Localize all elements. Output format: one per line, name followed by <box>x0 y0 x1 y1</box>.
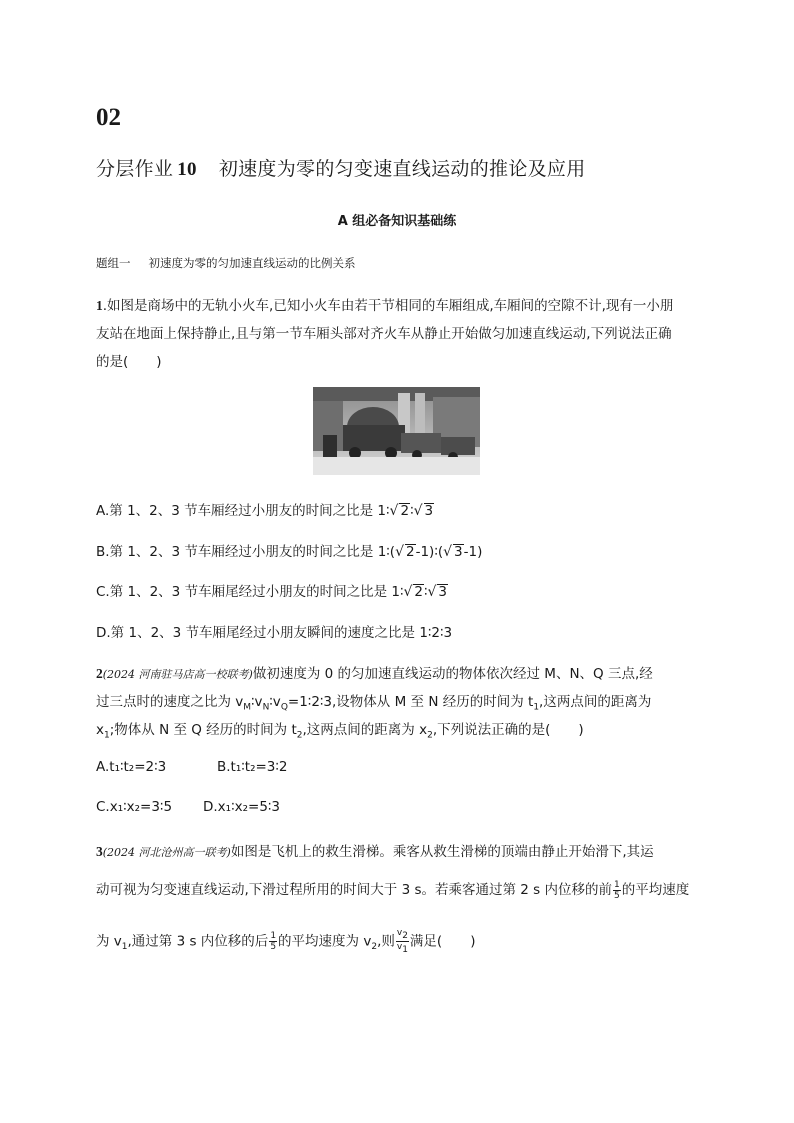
chapter-number: 02 <box>96 104 121 131</box>
q1-option-b[interactable]: B.第 1、2、3 节车厢经过小朋友的时间之比是 1∶(√ 2-1)∶(√ 3-1) <box>96 544 483 560</box>
topic-label: 题组一 <box>96 256 131 270</box>
assignment-number: 10 <box>177 159 197 180</box>
q2-option-d[interactable]: D.x₁∶x₂=5∶3 <box>203 799 281 815</box>
q1-line-2: 友站在地面上保持静止,且与第一节车厢头部对齐火车从静止开始做匀加速直线运动,下列说法正确 <box>96 326 672 342</box>
q1-option-d[interactable]: D.第 1、2、3 节车厢尾经过小朋友瞬间的速度之比是 1∶2∶3 <box>96 625 453 641</box>
assignment-topic: 初速度为零的匀变速直线运动的推论及应用 <box>218 158 586 180</box>
q1-line-1: 1.如图是商场中的无轨小火车,已知小火车由若干节相同的车厢组成,车厢间的空隙不计,现有一小朋 <box>96 298 674 314</box>
topic-heading <box>96 255 356 271</box>
q1-number: 1 <box>96 298 103 313</box>
group-heading: A 组必备知识基础练 <box>337 214 457 229</box>
q2-source: (2024 河南驻马店高一校联考) <box>102 668 253 681</box>
mall-train-photo <box>313 387 480 475</box>
q2-option-b[interactable]: B.t₁∶t₂=3∶2 <box>217 759 288 775</box>
q3-source: (2024 河北沧州高一联考) <box>102 846 231 859</box>
assignment-prefix: 分层作业 <box>96 158 174 180</box>
q2-number: 2 <box>96 666 103 681</box>
fraction-one-fifth: $\frac{1}{5}$ <box>270 930 277 952</box>
q3-line-1: 3(2024 河北沧州高一联考)如图是飞机上的救生滑梯。乘客从救生滑梯的顶端由静止开始滑下,其运 <box>96 844 654 860</box>
q3-number: 3 <box>96 844 103 859</box>
q2-line-1: 2(2024 河南驻马店高一校联考)做初速度为 0 的匀加速直线运动的物体依次经过 M、N、Q 三点,经 <box>96 666 653 682</box>
fraction-one-fifth: $\frac{1}{5}$ <box>614 879 620 901</box>
q1-option-c[interactable]: C.第 1、2、3 节车厢尾经过小朋友的时间之比是 1∶√ 2∶√ 3 <box>96 584 448 600</box>
q2-option-a[interactable]: A.t₁∶t₂=2∶3 <box>96 759 167 775</box>
q1-line-3: 的是( ) <box>96 354 162 370</box>
q2-line-3: $x_1$;物体从 N 至 Q 经历的时间为 $t_2$,这两点间的距离为 $x_2$,下列说法正确的是( ) <box>96 722 584 741</box>
q2-line-2: 过三点时的速度之比为 $v_M∶v_N∶v_Q=1∶2∶3$,设物体从 M 至 N 经历的时间为 $t_1$,这两点间的距离为 <box>96 694 652 713</box>
q2-option-c[interactable]: C.x₁∶x₂=3∶5 <box>96 799 173 815</box>
topic-text: 初速度为零的匀加速直线运动的比例关系 <box>148 256 356 270</box>
q3-line-2: 动可视为匀变速直线运动,下滑过程所用的时间大于 3 s。若乘客通过第 2 s 内位移的前 $\frac{1}{5}$ 的平均速度 <box>96 879 690 901</box>
q3-line-3: 为 $v_1$,通过第 3 s 内位移的后 $\frac{1}{5}$ 的平均速度为 $v_2$,则 $\frac{v_2}{v_1}$ 满足( ) <box>96 928 476 955</box>
fraction-v2-over-v1: $\frac{v_2}{v_1}$ <box>396 928 408 955</box>
assignment-title <box>96 154 586 181</box>
q1-option-a[interactable]: A.第 1、2、3 节车厢经过小朋友的时间之比是 1∶√ 2∶√ 3 <box>96 503 434 519</box>
